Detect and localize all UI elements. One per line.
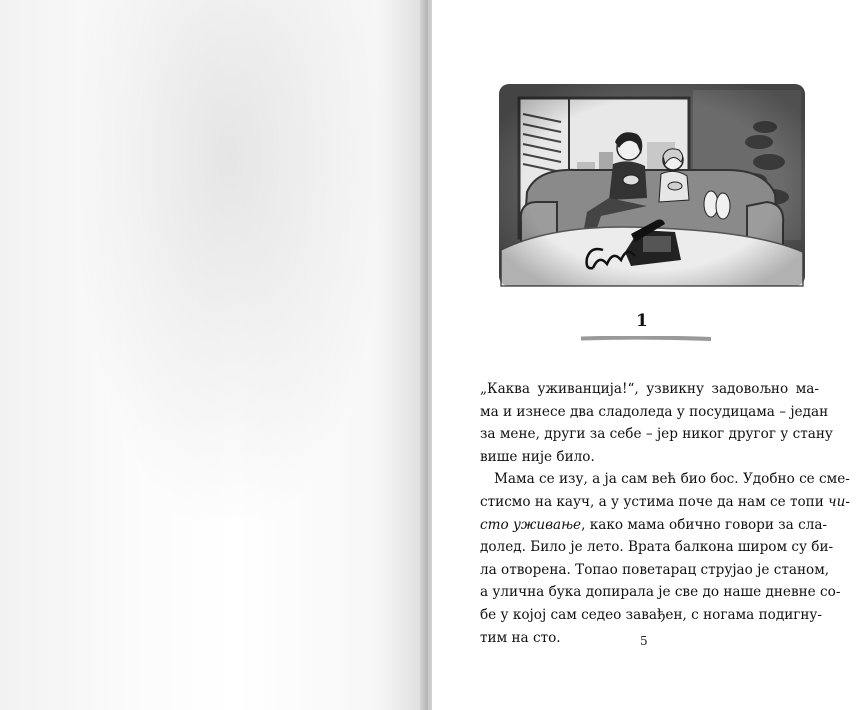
chapter-illustration <box>497 82 807 288</box>
text-line: ма и изнесе два сладоледа у посудицама – један <box>480 403 829 420</box>
text-line: више није било. <box>480 448 595 465</box>
left-page-shadow <box>80 0 380 520</box>
chapter-text <box>480 378 850 649</box>
left-page <box>0 0 428 710</box>
chapter-underline <box>581 336 711 341</box>
text-line: а улична бука допирала је све до наше дневне со- <box>480 584 841 601</box>
text-line: бе у којој сам седео завађен, с ногама подигну- <box>480 606 823 623</box>
italic-segment: чи- <box>828 493 850 510</box>
text-segment: стисмо на кауч, а у устима поче да нам се топи <box>480 493 829 510</box>
text-line: Мама се изу, а ја сам већ био бос. Удобно се сме- <box>494 471 850 488</box>
chapter-number-text: 1 <box>636 311 648 331</box>
text-line: долед. Било је лето. Врата балкона широм су би- <box>480 539 834 556</box>
text-line: ла отворена. Топао поветарац струјао је станом, <box>480 561 830 578</box>
page-number: 5 <box>640 634 648 648</box>
italic-segment: сто уживање <box>480 516 582 533</box>
text-line: за мене, други за себе – јер никог другог у стану <box>480 426 833 443</box>
text-segment: , како мама обично говори за сла- <box>581 516 828 533</box>
text-line <box>480 514 828 537</box>
text-line: тим на сто. <box>480 629 561 646</box>
text-line: „Каква уживанција!“, узвикну задовољно ма- <box>480 381 819 397</box>
text-line <box>480 491 850 514</box>
